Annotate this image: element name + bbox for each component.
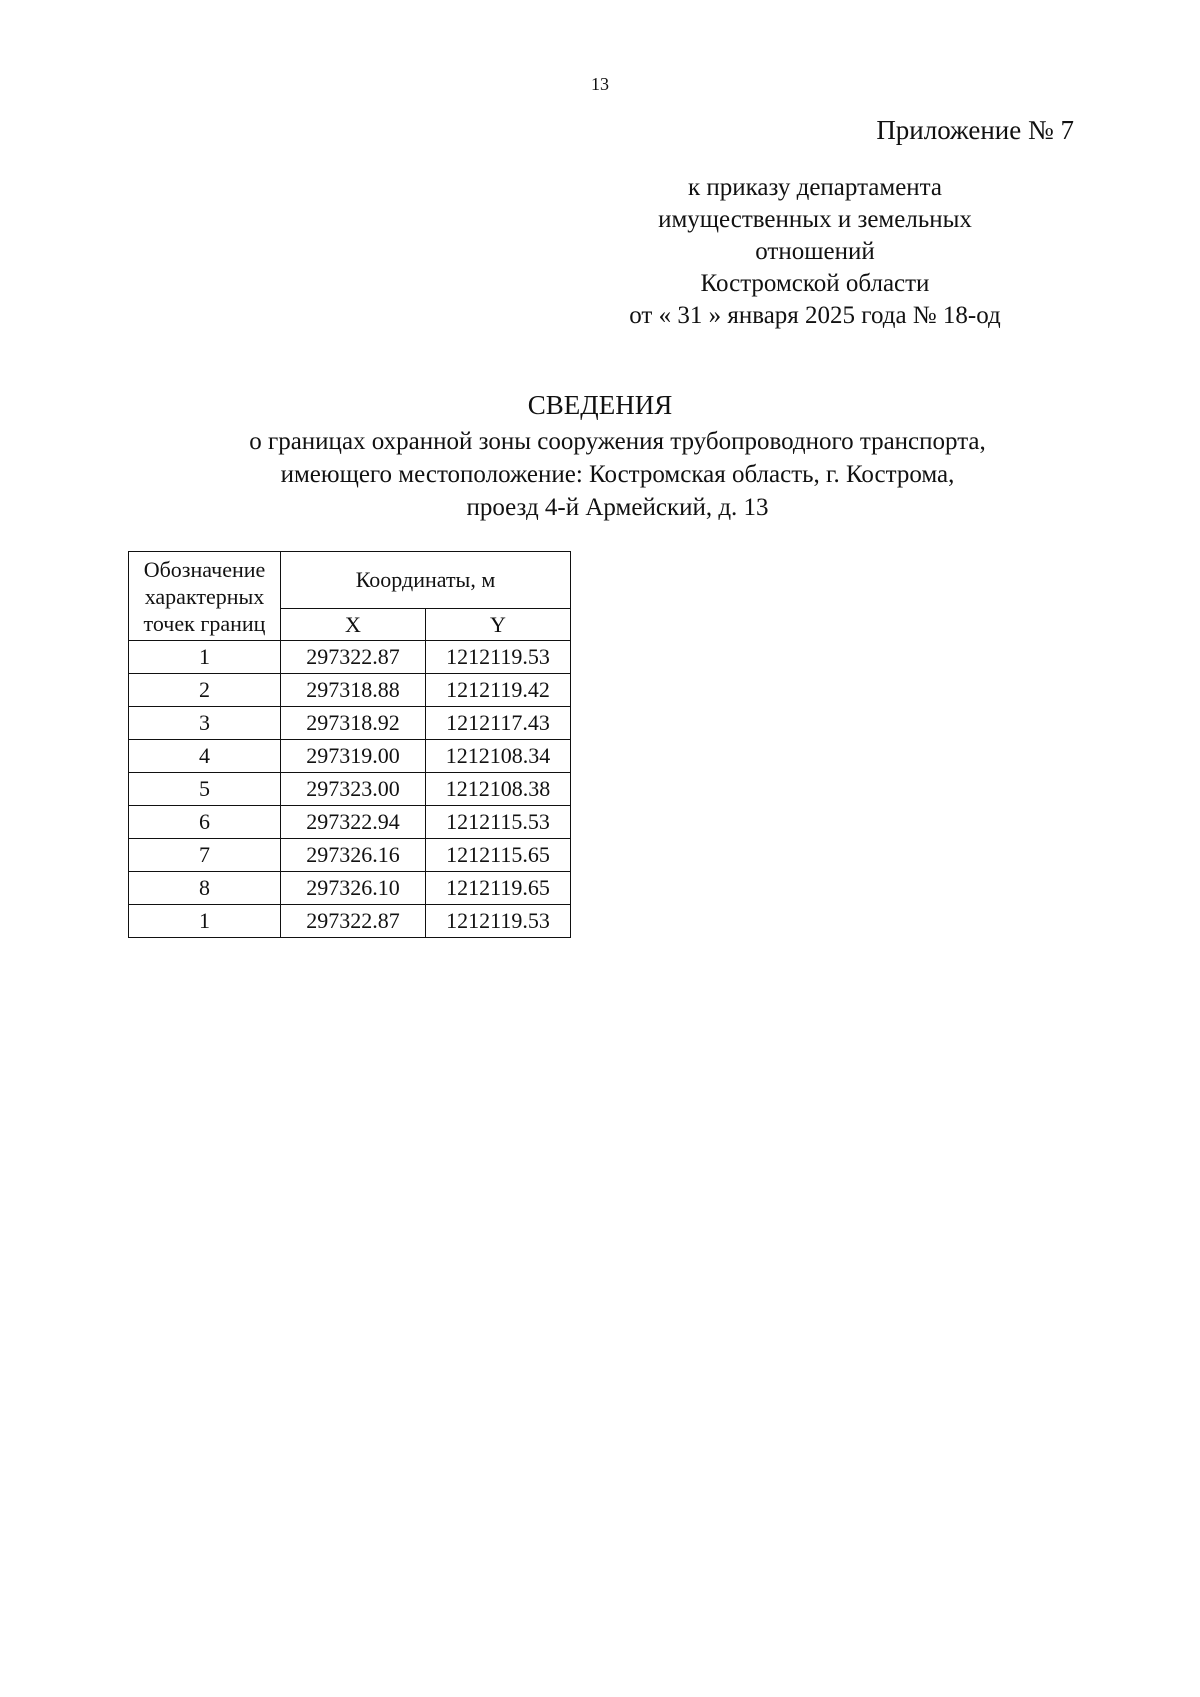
point-cell: 6 bbox=[129, 806, 281, 839]
point-cell: 8 bbox=[129, 872, 281, 905]
table-row bbox=[129, 641, 571, 674]
point-cell: 1 bbox=[129, 905, 281, 938]
table-row bbox=[129, 740, 571, 773]
page-number: 13 bbox=[591, 74, 609, 94]
point-cell: 3 bbox=[129, 707, 281, 740]
y-cell: 1212117.43 bbox=[426, 707, 571, 740]
table-row bbox=[129, 872, 571, 905]
appendix-label: Приложение № 7 bbox=[876, 115, 1074, 145]
x-column-header: X bbox=[281, 609, 426, 641]
point-column-header bbox=[129, 552, 281, 641]
order-ref-line: отношений bbox=[755, 238, 875, 265]
order-ref-line: имущественных и земельных bbox=[658, 206, 972, 233]
point-cell: 5 bbox=[129, 773, 281, 806]
x-cell: 297322.94 bbox=[281, 806, 426, 839]
table-row bbox=[129, 707, 571, 740]
y-cell: 1212119.65 bbox=[426, 872, 571, 905]
table-row bbox=[129, 806, 571, 839]
point-cell: 4 bbox=[129, 740, 281, 773]
y-cell: 1212115.53 bbox=[426, 806, 571, 839]
subtitle-line: имеющего местоположение: Костромская область, г. Кострома, bbox=[280, 461, 955, 488]
x-cell: 297326.16 bbox=[281, 839, 426, 872]
x-cell: 297323.00 bbox=[281, 773, 426, 806]
x-cell: 297322.87 bbox=[281, 641, 426, 674]
point-header-line: Обозначение bbox=[143, 556, 266, 582]
point-header-line: точек границ bbox=[143, 610, 266, 636]
x-cell: 297322.87 bbox=[281, 905, 426, 938]
subtitle-line: о границах охранной зоны сооружения трубопроводного транспорта, bbox=[249, 428, 986, 455]
table-row bbox=[129, 839, 571, 872]
order-ref-line: от « 31 » января 2025 года № 18-од bbox=[629, 302, 1001, 329]
order-reference bbox=[580, 172, 1050, 332]
y-cell: 1212108.34 bbox=[426, 740, 571, 773]
point-cell: 7 bbox=[129, 839, 281, 872]
subtitle-line: проезд 4-й Армейский, д. 13 bbox=[466, 494, 769, 521]
table-row bbox=[129, 773, 571, 806]
x-cell: 297326.10 bbox=[281, 872, 426, 905]
document-title bbox=[0, 388, 1200, 422]
point-cell: 1 bbox=[129, 641, 281, 674]
title-line: СВЕДЕНИЯ bbox=[527, 390, 673, 420]
table-row bbox=[129, 905, 571, 938]
x-cell: 297318.88 bbox=[281, 674, 426, 707]
table-row bbox=[129, 674, 571, 707]
x-cell: 297319.00 bbox=[281, 740, 426, 773]
y-cell: 1212119.53 bbox=[426, 905, 571, 938]
x-cell: 297318.92 bbox=[281, 707, 426, 740]
y-cell: 1212108.38 bbox=[426, 773, 571, 806]
order-ref-line: к приказу департамента bbox=[687, 174, 943, 201]
coordinates-header: Координаты, м bbox=[281, 552, 571, 609]
point-header-line: характерных bbox=[144, 583, 265, 609]
y-cell: 1212119.53 bbox=[426, 641, 571, 674]
y-cell: 1212119.42 bbox=[426, 674, 571, 707]
order-ref-line: Костромской области bbox=[700, 270, 930, 297]
y-cell: 1212115.65 bbox=[426, 839, 571, 872]
coordinates-table bbox=[128, 551, 571, 938]
point-cell: 2 bbox=[129, 674, 281, 707]
y-column-header: Y bbox=[426, 609, 571, 641]
document-subtitle bbox=[0, 425, 1200, 524]
